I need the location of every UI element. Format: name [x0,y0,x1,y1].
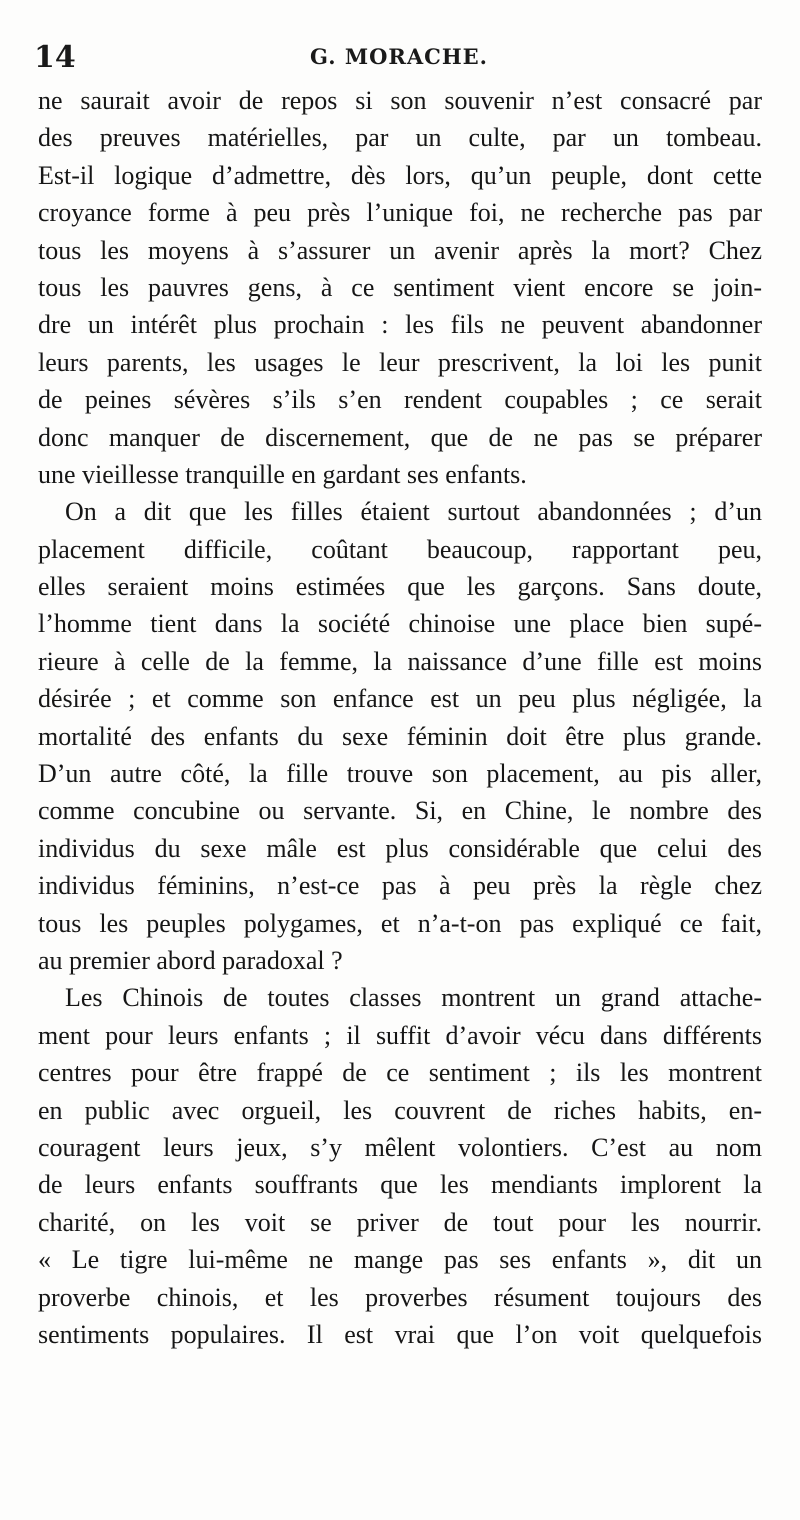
text-line: centres pour être frappé de ce sentiment ; ils les montrent [38,1058,762,1088]
text-line: comme concubine ou servante. Si, en Chine, le nombre des [38,796,762,826]
text-line: proverbe chinois, et les proverbes résument toujours des [38,1282,762,1312]
text-line: mortalité des enfants du sexe féminin doit être plus grande. [38,721,762,751]
text-line: une vieillesse tranquille en gardant ses enfants. [38,459,527,489]
text-line: couragent leurs jeux, s’y mêlent volontiers. C’est au nom [38,1132,762,1162]
text-line: croyance forme à peu près l’unique foi, ne recherche pas par [38,198,762,228]
text-line: individus du sexe mâle est plus considérable que celui des [38,833,762,863]
text-line: placement difficile, coûtant beaucoup, rapportant peu, [38,534,762,564]
running-head: G. MORACHE. [310,44,488,69]
text-line: rieure à celle de la femme, la naissance d’une fille est moins [38,646,762,676]
text-line: ment pour leurs enfants ; il suffit d’avoir vécu dans différents [38,1020,762,1050]
text-line: donc manquer de discernement, que de ne pas se préparer [38,422,762,452]
text-line: sentiments populaires. Il est vrai que l’on voit quelquefois [38,1319,762,1349]
text-line: « Le tigre lui-même ne mange pas ses enfants », dit un [38,1245,762,1275]
text-line: D’un autre côté, la fille trouve son placement, au pis aller, [38,759,762,789]
text-line: tous les pauvres gens, à ce sentiment vient encore se join- [38,272,762,302]
text-line: de peines sévères s’ils s’en rendent coupables ; ce serait [38,385,762,415]
paragraph-start-line: On a dit que les filles étaient surtout abandonnées ; d’un [65,497,762,527]
text-line: en public avec orgueil, les couvrent de riches habits, en- [38,1095,762,1125]
text-line: désirée ; et comme son enfance est un peu plus négligée, la [38,684,762,714]
text-line: leurs parents, les usages le leur prescrivent, la loi les punit [38,347,762,377]
body-text [38,82,762,1353]
text-line: au premier abord paradoxal ? [38,945,343,975]
text-line: charité, on les voit se priver de tout pour les nourrir. [38,1207,762,1237]
page-header [34,36,764,76]
text-line: ne saurait avoir de repos si son souvenir n’est consacré par [38,86,762,115]
text-line: l’homme tient dans la société chinoise une place bien supé- [38,609,762,639]
text-line: elles seraient moins estimées que les garçons. Sans doute, [38,572,762,602]
page-number: 14 [34,40,76,75]
text-line: individus féminins, n’est-ce pas à peu près la règle chez [38,871,762,901]
text-line: Est-il logique d’admettre, dès lors, qu’un peuple, dont cette [38,160,762,190]
paragraph-start-line: Les Chinois de toutes classes montrent un grand attache- [65,983,762,1013]
text-line: de leurs enfants souffrants que les mendiants implorent la [38,1170,762,1200]
text-line: dre un intérêt plus prochain : les fils ne peuvent abandonner [38,310,762,340]
text-line: tous les peuples polygames, et n’a-t-on pas expliqué ce fait, [38,908,762,938]
text-line: tous les moyens à s’assurer un avenir après la mort? Chez [38,235,762,265]
text-line: des preuves matérielles, par un culte, par un tombeau. [38,123,762,153]
